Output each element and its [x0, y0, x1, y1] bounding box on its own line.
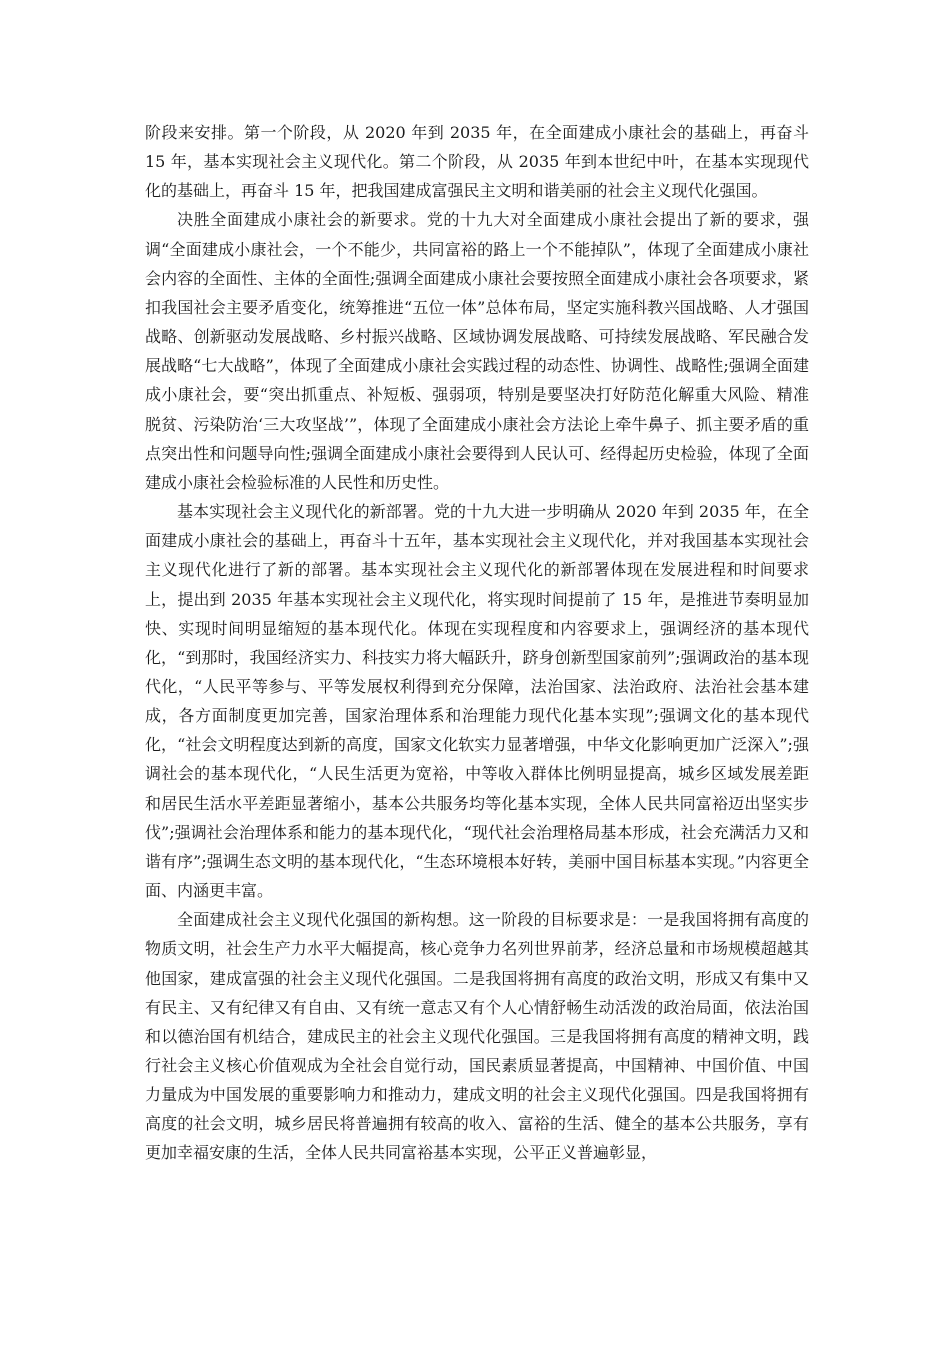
paragraph-modern-power-vision: 全面建成社会主义现代化强国的新构想。这一阶段的目标要求是：一是我国将拥有高度的物质文明，社会生产力水平大幅提高，核心竞争力名列世界前茅，经济总量和市场规模超越其他国家，建成富强的社会主义现代化强国。二是我国将拥有高度的政治文明，形成又有集中又有民主、又有纪律又有自由、又有统一意志又有个人心情舒畅生动活泼的政治局面，依法治国和以德治国有机结合，建成民主的社会主义现代化强国。三是我国将拥有高度的精神文明，践行社会主义核心价值观成为全社会自觉行动，国民素质显著提高，中国精神、中国价值、中国力量成为中国发展的重要影响力和推动力，建成文明的社会主义现代化强国。四是我国将拥有高度的社会文明，城乡居民将普遍拥有较高的收入、富裕的生活、健全的基本公共服务，享有更加幸福安康的生活，全体人民共同富裕基本实现，公平正义普遍彰显，: [145, 910, 809, 1163]
paragraph-continuation: 阶段来安排。第一个阶段，从 2020 年到 2035 年，在全面建成小康社会的基础上，再奋斗 15 年，基本实现社会主义现代化。第二个阶段，从 2035 年到本世纪中叶，在基本实现现代化的基础上，再奋斗 15 年，把我国建成富强民主文明和谐美丽的社会主义现代化强国。: [145, 123, 809, 201]
paragraph-modernization-deployment: 基本实现社会主义现代化的新部署。党的十九大进一步明确从 2020 年到 2035 年，在全面建成小康社会的基础上，再奋斗十五年，基本实现社会主义现代化，并对我国基本实现社会主义现代化进行了新的部署。基本实现社会主义现代化的新部署体现在发展进程和时间要求上，提出到 2035 年基本实现社会主义现代化，将实现时间提前了 15 年，是推进节奏明显加快、实现时间明显缩短的基本现代化。体现在实现程度和内容要求上，强调经济的基本现代化，“到那时，我国经济实力、科技实力将大幅跃升，跻身创新型国家前列”;强调政治的基本现代化，“人民平等参与、平等发展权利得到充分保障，法治国家、法治政府、法治社会基本建成，各方面制度更加完善，国家治理体系和治理能力现代化基本实现”;强调文化的基本现代化，“社会文明程度达到新的高度，国家文化软实力显著增强，中华文化影响更加广泛深入”;强调社会的基本现代化，“人民生活更为宽裕，中等收入群体比例明显提高，城乡区域发展差距和居民生活水平差距显著缩小，基本公共服务均等化基本实现，全体人民共同富裕迈出坚实步伐”;强调社会治理体系和能力的基本现代化，“现代社会治理格局基本形成，社会充满活力又和谐有序”;强调生态文明的基本现代化，“生态环境根本好转，美丽中国目标基本实现。”内容更全面、内涵更丰富。: [145, 502, 809, 901]
body-text: [145, 118, 809, 1168]
paragraph-xiaokang-requirements: 决胜全面建成小康社会的新要求。党的十九大对全面建成小康社会提出了新的要求，强调“全面建成小康社会，一个不能少，共同富裕的路上一个不能掉队”，体现了全面建成小康社会内容的全面性、主体的全面性;强调全面建成小康社会要按照全面建成小康社会各项要求，紧扣我国社会主要矛盾变化，统筹推进“五位一体”总体布局，坚定实施科教兴国战略、人才强国战略、创新驱动发展战略、乡村振兴战略、区域协调发展战略、可持续发展战略、军民融合发展战略“七大战略”，体现了全面建成小康社会实践过程的动态性、协调性、战略性;强调全面建成小康社会，要“突出抓重点、补短板、强弱项，特别是要坚决打好防范化解重大风险、精准脱贫、污染防治‘三大攻坚战’”，体现了全面建成小康社会方法论上牵牛鼻子、抓主要矛盾的重点突出性和问题导向性;强调全面建成小康社会要得到人民认可、经得起历史检验，体现了全面建成小康社会检验标准的人民性和历史性。: [145, 210, 809, 492]
